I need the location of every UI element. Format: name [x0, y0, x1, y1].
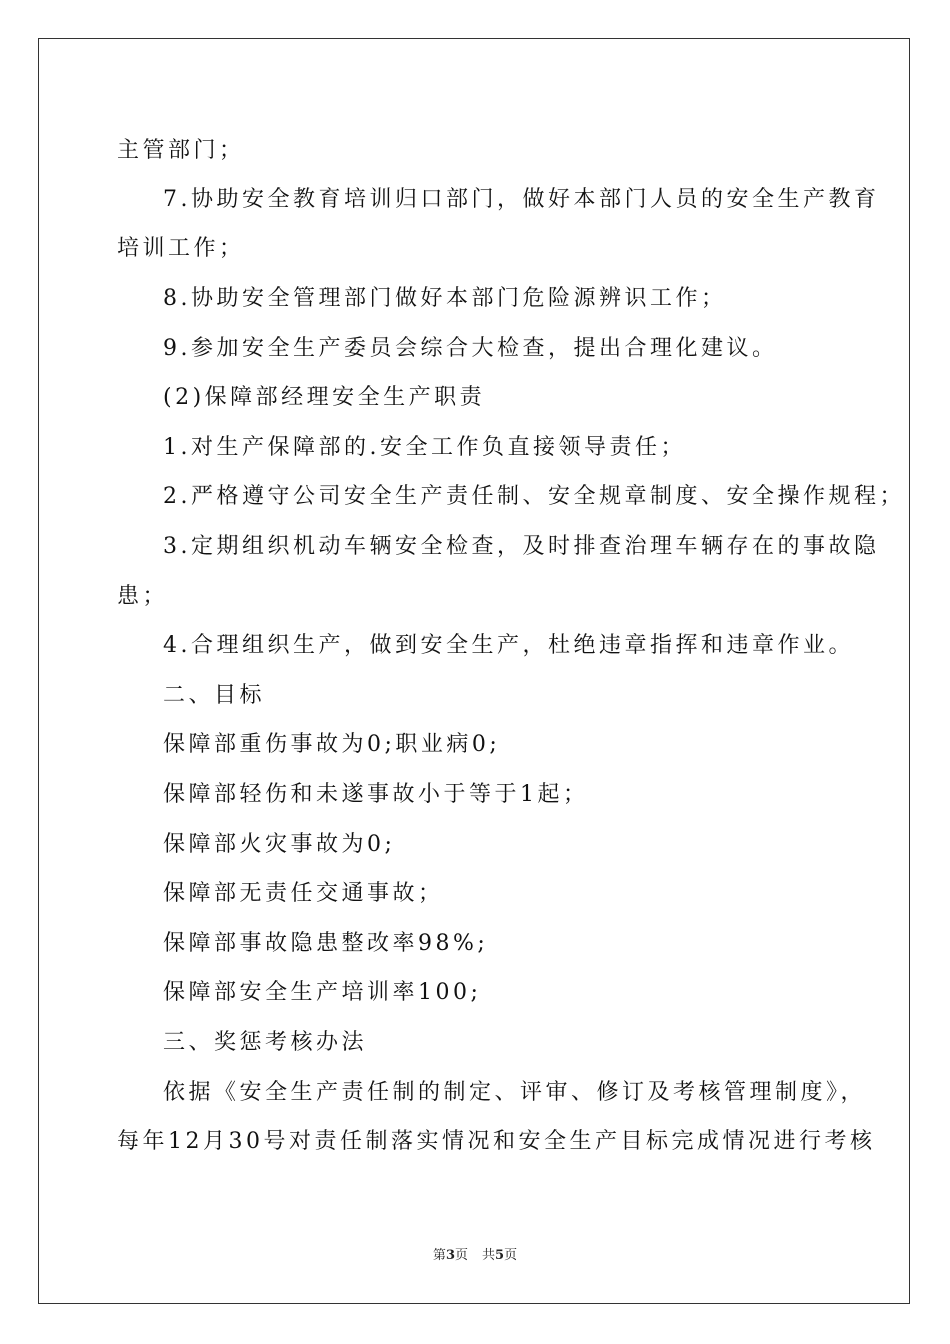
- text-line-2: 7.协助安全教育培训归口部门，做好本部门人员的安全生产教育: [163, 187, 880, 212]
- text-line-7: 1.对生产保障部的.安全工作负直接领导责任；: [163, 435, 686, 460]
- text-line-17: 保障部事故隐患整改率98%;: [163, 931, 489, 956]
- text-line-4: 8.协助安全管理部门做好本部门危险源辨识工作；: [163, 286, 727, 311]
- page-suffix: 页: [454, 1248, 468, 1263]
- text-line-11: 4.合理组织生产，做到安全生产，杜绝违章指挥和违章作业。: [163, 633, 854, 658]
- text-line-1: 主管部门；: [117, 138, 245, 163]
- section-heading-goals: 二、目标: [163, 683, 266, 708]
- text-line-8: 2.严格遵守公司安全生产责任制、安全规章制度、安全操作规程；: [163, 484, 905, 509]
- text-line-15: 保障部火灾事故为0;: [163, 832, 396, 857]
- page-prefix: 第: [432, 1248, 446, 1263]
- text-line-18: 保障部安全生产培训率100;: [163, 980, 482, 1005]
- total-prefix: 共: [482, 1248, 496, 1263]
- text-line-3: 培训工作；: [117, 236, 245, 261]
- text-line-5: 9.参加安全生产委员会综合大检查，提出合理化建议。: [163, 336, 778, 361]
- text-line-16: 保障部无责任交通事故；: [163, 881, 444, 906]
- page-total: 5: [495, 1248, 505, 1263]
- page-current: 3: [445, 1248, 455, 1263]
- section-heading-2: (2)保障部经理安全生产职责: [163, 385, 486, 410]
- text-line-14: 保障部轻伤和未遂事故小于等于1起；: [163, 782, 589, 807]
- text-line-21: 每年12月30号对责任制落实情况和安全生产目标完成情况进行考核: [117, 1129, 876, 1154]
- text-line-20: 依据《安全生产责任制的制定、评审、修订及考核管理制度》，: [163, 1080, 867, 1105]
- section-heading-assessment: 三、奖惩考核办法: [163, 1030, 368, 1055]
- page-footer: [0, 1246, 950, 1266]
- total-suffix: 页: [504, 1248, 518, 1263]
- text-line-10: 患；: [117, 584, 169, 609]
- text-line-13: 保障部重伤事故为0;职业病0;: [163, 732, 501, 757]
- text-line-9: 3.定期组织机动车辆安全检查，及时排查治理车辆存在的事故隐: [163, 534, 880, 559]
